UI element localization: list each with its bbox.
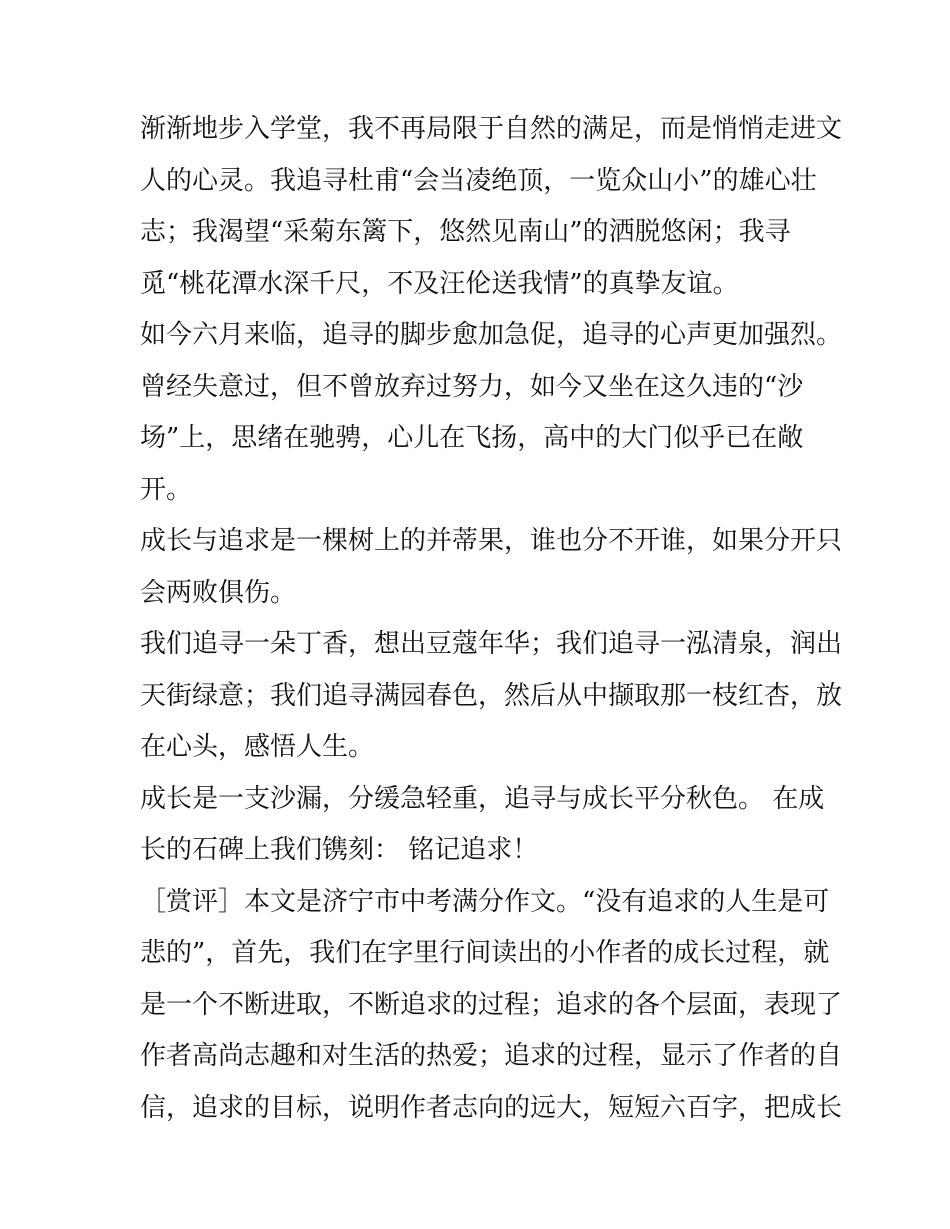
text-line: 会两败俱伤。 — [140, 577, 297, 608]
text-line: 悲的”，首先，我们在字里行间读出的小作者的成长过程，就 — [140, 938, 830, 968]
document-body — [140, 104, 843, 1134]
text-line: 是一个不断进取，不断追求的过程；追求的各个层面，表现了 — [140, 989, 843, 1020]
text-line: 长的石碑上我们镌刻： 铭记追求！ — [140, 835, 539, 865]
text-line: 成长是一支沙漏，分缓急轻重，追寻与成长平分秋色。 在成 — [140, 783, 825, 814]
text-line: ［赏评］本文是济宁市中考满分作文。“没有追求的人生是可 — [140, 886, 830, 917]
text-line: 开。 — [140, 474, 193, 505]
text-line: 渐渐地步入学堂，我不再局限于自然的满足，而是悄悄走进文 — [140, 114, 843, 144]
text-line: 在心头，感悟人生。 — [140, 732, 375, 762]
text-line: 信，追求的目标，说明作者志向的远大，短短六百字，把成长 — [140, 1092, 843, 1123]
text-line: 觅“桃花潭水深千尺，不及汪伦送我情”的真挚友谊。 — [140, 268, 739, 299]
text-line: 曾经失意过，但不曾放弃过努力，如今又坐在这久违的“沙 — [140, 371, 804, 402]
text-line: 成长与追求是一棵树上的并蒂果，谁也分不开谁，如果分开只 — [140, 526, 843, 556]
text-line: 场”上，思绪在驰骋，心儿在飞扬，高中的大门似乎已在敞 — [140, 423, 804, 453]
text-line: 人的心灵。我追寻杜甫“会当凌绝顶，一览众山小”的雄心壮 — [140, 165, 817, 196]
text-line: 志；我渴望“采菊东篱下，悠然见南山”的洒脱悠闲；我寻 — [140, 217, 791, 247]
text-line: 天街绿意；我们追寻满园春色，然后从中撷取那一枝红杏，放 — [140, 680, 843, 711]
text-line: 作者高尚志趣和对生活的热爱；追求的过程，显示了作者的自 — [140, 1041, 843, 1071]
text-line: 我们追寻一朵丁香，想出豆蔻年华；我们追寻一泓清泉，润出 — [140, 629, 843, 659]
text-line: 如今六月来临，追寻的脚步愈加急促，追寻的心声更加强烈。 — [140, 320, 843, 350]
